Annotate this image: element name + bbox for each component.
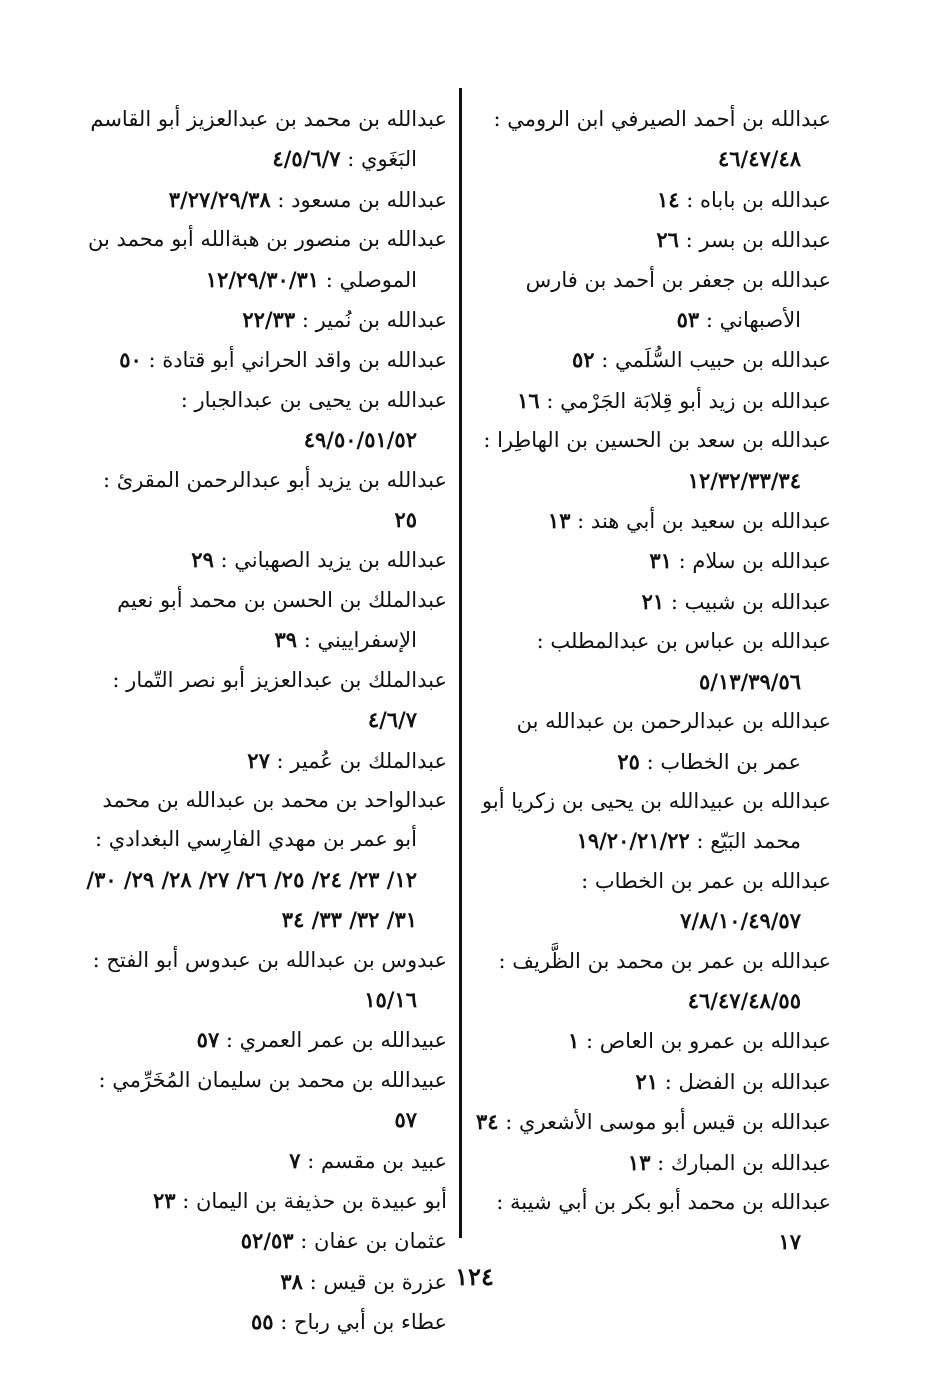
index-entry bbox=[475, 340, 831, 380]
index-entry bbox=[83, 1221, 447, 1261]
index-entry bbox=[83, 941, 447, 1021]
entry-refs: ٥٢ bbox=[571, 347, 595, 373]
entry-refs: ٢٩ bbox=[191, 547, 214, 573]
index-entry bbox=[83, 661, 447, 741]
entry-refs: ٤/٥/٦/٧ bbox=[272, 146, 341, 172]
entry-name: عبدالله بن بسر : bbox=[685, 228, 831, 253]
index-entry bbox=[475, 942, 831, 1022]
index-entry bbox=[475, 702, 831, 782]
index-entry bbox=[83, 1181, 447, 1221]
entry-name: عبدالله بن منصور بن هبةالله أبو محمد بن الموصلي : bbox=[88, 227, 447, 292]
entry-refs: ٣٤ bbox=[476, 1109, 499, 1135]
index-entry bbox=[475, 622, 831, 702]
entry-name: عبدالله بن باباه : bbox=[686, 187, 831, 212]
index-entry bbox=[475, 220, 831, 260]
index-entry bbox=[475, 421, 831, 501]
index-entry bbox=[83, 220, 447, 300]
entry-refs: ٥٢/٥٣ bbox=[240, 1228, 294, 1254]
entry-refs: ٢٣ bbox=[152, 1187, 176, 1213]
index-entry bbox=[83, 340, 447, 380]
entry-name: عبدالله بن يزيد أبو عبدالرحمن المقرئ : bbox=[103, 467, 447, 492]
entry-refs: ١٥/١٦ bbox=[364, 986, 417, 1012]
entry-refs: ١٦ bbox=[517, 387, 540, 413]
entry-refs: ٥٧ bbox=[394, 1107, 417, 1133]
index-entry bbox=[475, 782, 831, 862]
entry-name: عبدالله بن نُمير : bbox=[301, 308, 447, 333]
entry-refs: ٤٦/٤٧/٤٨ bbox=[717, 146, 801, 172]
entry-refs: ١٤ bbox=[656, 186, 680, 212]
index-entry bbox=[83, 180, 447, 220]
entry-name: عبيدالله بن عمر العمري : bbox=[225, 1028, 447, 1053]
page-number: ١٢٤ bbox=[455, 1262, 494, 1291]
entry-name: عبدالله بن سعد بن الحسين بن الهاطِرا : bbox=[483, 428, 831, 453]
index-entry bbox=[475, 1143, 831, 1183]
index-entry bbox=[83, 300, 447, 340]
entry-refs: ١٢/٢٩/٣٠/٣١ bbox=[205, 266, 320, 292]
entry-name: عبيدالله بن محمد بن سليمان المُخَرِّمي : bbox=[98, 1067, 447, 1092]
entry-refs: ١٣ bbox=[627, 1149, 651, 1175]
entry-name: عبدالله بن يحيى بن عبدالجبار : bbox=[180, 387, 447, 412]
entry-name: عبدالملك بن عُمير : bbox=[276, 748, 447, 773]
entry-refs: ١٢/٣٢/٣٣/٣٤ bbox=[687, 467, 801, 493]
entry-name: عزرة بن قيس : bbox=[309, 1269, 447, 1294]
index-entry bbox=[83, 1141, 447, 1181]
index-entry bbox=[475, 1021, 831, 1061]
index-entry bbox=[475, 582, 831, 622]
index-entry bbox=[475, 501, 831, 541]
entry-refs: ٤٦/٤٧/٤٨/٥٥ bbox=[687, 987, 801, 1013]
index-entry bbox=[83, 100, 447, 180]
entry-name: عبدالله بن المبارك : bbox=[657, 1150, 831, 1175]
entry-name: عبدالله بن يزيد الصهباني : bbox=[220, 548, 447, 573]
entry-name: عبدالله بن جعفر بن أحمد بن فارس الأصبهاني : bbox=[525, 267, 831, 333]
entry-name: عبدالله بن قيس أبو موسى الأشعري : bbox=[505, 1110, 831, 1135]
entry-name: عبدالله بن أحمد الصيرفي ابن الرومي : bbox=[493, 107, 831, 131]
entry-refs: ٥/١٣/٣٩/٥٦ bbox=[699, 668, 801, 694]
entry-name: عبدالله بن عمرو بن العاص : bbox=[586, 1029, 831, 1054]
entry-refs: ١٣ bbox=[547, 508, 571, 534]
index-entry bbox=[475, 1062, 831, 1102]
entry-refs: ١ bbox=[568, 1028, 580, 1054]
entry-name: عبدالله بن عبيدالله بن يحيى بن زكريا أبو محمد البَيّع : bbox=[482, 788, 831, 854]
entry-refs: ٣/٢٧/٢٩/٣٨ bbox=[168, 186, 271, 212]
index-entry bbox=[475, 1183, 831, 1263]
entry-name: عبدالله بن عمر بن محمد بن الظَّريف : bbox=[498, 948, 831, 973]
entry-refs: ٣٨ bbox=[280, 1268, 303, 1294]
entry-name: عبدالله بن عباس بن عبدالمطلب : bbox=[536, 629, 831, 654]
entry-refs: ٢٢/٣٣ bbox=[242, 307, 296, 333]
right-column bbox=[475, 100, 831, 1263]
entry-refs: ٣١ bbox=[649, 548, 672, 574]
entry-name: عبدالله بن واقد الحراني أبو قتادة : bbox=[148, 348, 447, 373]
index-entry bbox=[83, 1302, 447, 1342]
entry-refs: ٢٧ bbox=[247, 747, 270, 773]
entry-refs: ٢١ bbox=[641, 588, 665, 614]
left-column bbox=[83, 100, 447, 1343]
entry-refs: ٣٩ bbox=[274, 627, 298, 653]
entry-name: عبدالواحد بن محمد بن عبدالله بن محمد أبو عمر بن مهدي الفارِسي البغدادي : bbox=[95, 787, 447, 852]
column-divider bbox=[459, 88, 462, 1238]
index-entry bbox=[475, 100, 831, 180]
index-entry bbox=[83, 381, 447, 461]
entry-name: عبدالله بن مسعود : bbox=[277, 187, 447, 212]
entry-refs: ٥٥ bbox=[250, 1309, 274, 1335]
entry-refs: ٢٦ bbox=[656, 227, 679, 253]
index-entry bbox=[83, 581, 447, 661]
index-entry bbox=[83, 1061, 447, 1141]
entry-name: عبدالله بن عبدالرحمن بن عبدالله بن عمر بن الخطاب : bbox=[516, 709, 831, 774]
entry-name: عبدالله بن شبيب : bbox=[670, 589, 831, 614]
index-entry bbox=[83, 540, 447, 580]
entry-name: عبدالله بن زيد أبو قِلابَة الجَرْمي : bbox=[546, 388, 831, 413]
entry-refs: ٥٣ bbox=[676, 307, 700, 333]
entry-name: عبدالله بن محمد بن عبدالعزيز أبو القاسم البَغَوي : bbox=[90, 107, 447, 172]
entry-refs: ٥٧ bbox=[196, 1027, 220, 1053]
entry-name: عبدالله بن الفضل : bbox=[664, 1069, 831, 1094]
entry-name: عبدالله بن حبيب السُّلَمي : bbox=[601, 348, 831, 373]
entry-refs: ١٧ bbox=[778, 1229, 801, 1255]
entry-refs: ٧ bbox=[289, 1147, 301, 1173]
entry-name: عبيد بن مقسم : bbox=[307, 1148, 447, 1173]
index-entry bbox=[475, 381, 831, 421]
index-entry bbox=[475, 541, 831, 581]
entry-name: عبدالله بن سلام : bbox=[678, 549, 831, 574]
index-entry bbox=[475, 180, 831, 220]
index-entry bbox=[475, 1102, 831, 1142]
entry-name: أبو عبيدة بن حذيفة بن اليمان : bbox=[182, 1188, 447, 1213]
index-entry bbox=[475, 261, 831, 341]
entry-refs: ٥٠ bbox=[119, 347, 142, 373]
entry-name: عبدالملك بن عبدالعزيز أبو نصر التّمار : bbox=[112, 667, 447, 692]
entry-name: عبدالله بن محمد أبو بكر بن أبي شيبة : bbox=[496, 1189, 831, 1214]
index-entry bbox=[83, 1020, 447, 1060]
entry-refs: ٢٥ bbox=[617, 748, 640, 774]
entry-refs: ٧/٨/١٠/٤٩/٥٧ bbox=[680, 908, 801, 934]
entry-refs: ٢٥ bbox=[394, 507, 417, 533]
entry-name: عبدوس بن عبدالله بن عبدوس أبو الفتح : bbox=[92, 947, 447, 972]
entry-refs: ١٩/٢٠/٢١/٢٢ bbox=[576, 828, 690, 854]
entry-name: عبدالله بن عمر بن الخطاب : bbox=[581, 868, 831, 893]
entry-refs: ٢١ bbox=[635, 1068, 659, 1094]
index-entry bbox=[83, 741, 447, 781]
entry-name: عبدالملك بن الحسن بن محمد أبو نعيم الإسفراييني : bbox=[117, 587, 447, 653]
entry-name: عثمان بن عفان : bbox=[300, 1229, 447, 1254]
entry-name: عبدالله بن سعيد بن أبي هند : bbox=[577, 509, 831, 534]
entry-refs: ٤٩/٥٠/٥١/٥٢ bbox=[303, 427, 417, 453]
index-entry bbox=[475, 862, 831, 942]
entry-refs: ٤/٦/٧ bbox=[367, 707, 417, 733]
entry-refs: ١٢/ ٢٣/ ٢٤/ ٢٥/ ٢٦/ ٢٧/ ٢٨/ ٢٩/ ٣٠/ ٣١/ ٣٢/ ٣٣/ ٣٤ bbox=[86, 866, 417, 933]
index-entry bbox=[83, 781, 447, 941]
entry-name: عطاء بن أبي رباح : bbox=[280, 1310, 447, 1335]
index-entry bbox=[83, 461, 447, 541]
